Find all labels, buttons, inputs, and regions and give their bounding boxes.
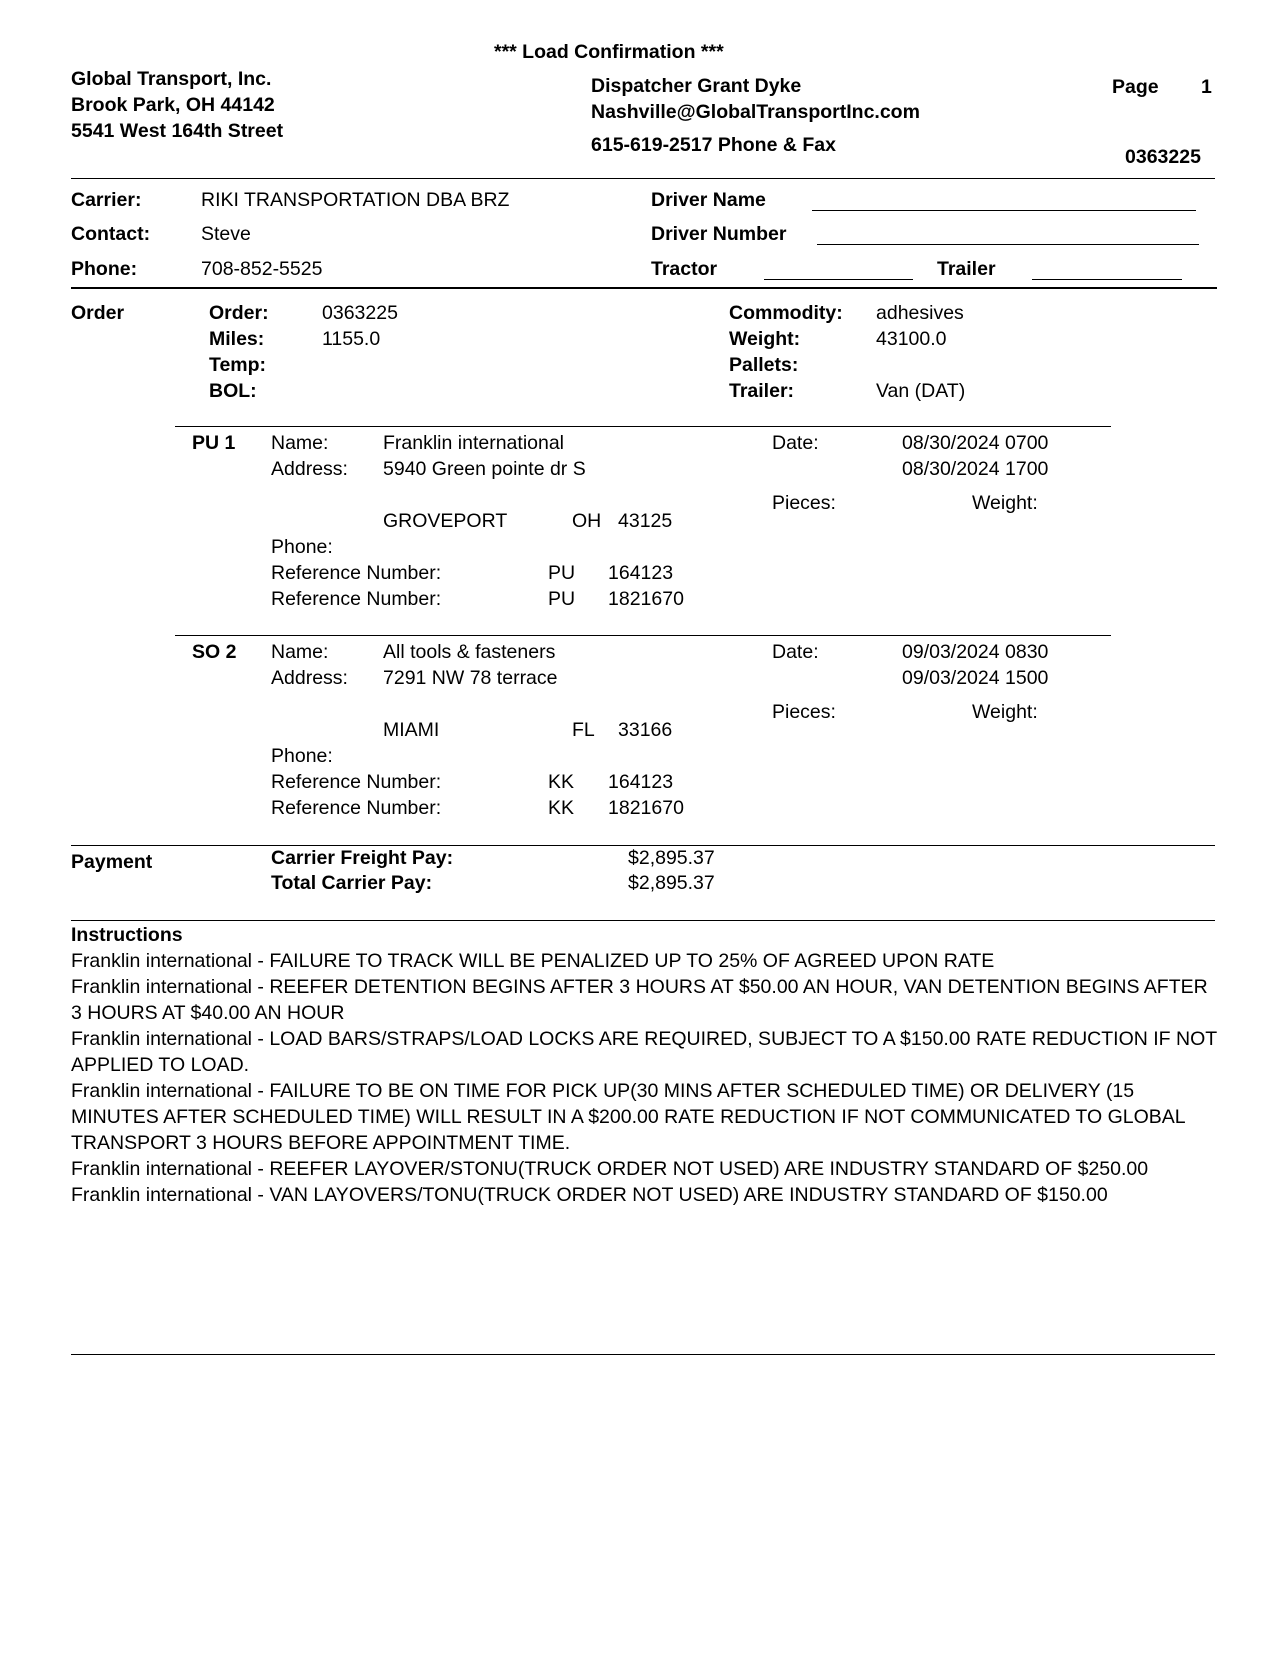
stop-city: GROVEPORT bbox=[383, 510, 508, 532]
stop-address-label: Address: bbox=[271, 667, 348, 689]
stop-code: SO 2 bbox=[192, 641, 237, 663]
stop-state: FL bbox=[572, 719, 595, 741]
trailer-label: Trailer bbox=[937, 258, 996, 280]
carrier-divider bbox=[71, 287, 1217, 289]
stop-pieces-label: Pieces: bbox=[772, 492, 836, 514]
weight-value: 43100.0 bbox=[876, 328, 947, 350]
stop-date-start: 09/03/2024 0830 bbox=[902, 641, 1049, 663]
dispatcher-email: Nashville@GlobalTransportInc.com bbox=[591, 101, 920, 123]
instructions-divider bbox=[71, 920, 1215, 921]
driver-name-blank bbox=[812, 210, 1196, 211]
stop-address: 7291 NW 78 terrace bbox=[383, 667, 558, 689]
reference-value: 1821670 bbox=[608, 588, 684, 610]
instruction-item: Franklin international - FAILURE TO TRACK WILL BE PENALIZED UP TO 25% OF AGREED UPON RATE bbox=[71, 950, 995, 972]
instructions-heading: Instructions bbox=[71, 924, 183, 946]
stop-divider bbox=[175, 426, 1111, 427]
reference-value: 164123 bbox=[608, 771, 674, 793]
company-name: Global Transport, Inc. bbox=[71, 68, 272, 90]
stop-name-label: Name: bbox=[271, 641, 329, 663]
trailer-blank bbox=[1032, 279, 1182, 280]
order-trailer-value: Van (DAT) bbox=[876, 380, 966, 402]
freight-pay-value: $2,895.37 bbox=[628, 847, 715, 869]
tractor-blank bbox=[764, 279, 913, 280]
instruction-item: Franklin international - REEFER LAYOVER/STONU(TRUCK ORDER NOT USED) ARE INDUSTRY STANDARD OF $250.00 bbox=[71, 1158, 1149, 1180]
order-label: Order: bbox=[209, 302, 269, 324]
stop-date-end: 09/03/2024 1500 bbox=[902, 667, 1049, 689]
stop-name: Franklin international bbox=[383, 432, 565, 454]
document-title: *** Load Confirmation *** bbox=[494, 41, 724, 63]
miles-label: Miles: bbox=[209, 328, 265, 350]
driver-number-label: Driver Number bbox=[651, 223, 787, 245]
payment-section-label: Payment bbox=[71, 851, 153, 873]
reference-type: PU bbox=[548, 562, 576, 584]
stop-zip: 43125 bbox=[618, 510, 673, 532]
reference-value: 1821670 bbox=[608, 797, 684, 819]
stop-city: MIAMI bbox=[383, 719, 440, 741]
stop-weight-label: Weight: bbox=[972, 701, 1038, 723]
company-street: 5541 West 164th Street bbox=[71, 120, 284, 142]
stop-pieces-label: Pieces: bbox=[772, 701, 836, 723]
contact-value: Steve bbox=[201, 223, 251, 245]
reference-label: Reference Number: bbox=[271, 562, 442, 584]
driver-number-blank bbox=[817, 244, 1199, 245]
carrier-label: Carrier: bbox=[71, 189, 142, 211]
dispatcher-name: Dispatcher Grant Dyke bbox=[591, 75, 802, 97]
company-city: Brook Park, OH 44142 bbox=[71, 94, 275, 116]
stop-date-label: Date: bbox=[772, 641, 819, 663]
temp-label: Temp: bbox=[209, 354, 267, 376]
stop-address-label: Address: bbox=[271, 458, 348, 480]
total-pay-label: Total Carrier Pay: bbox=[271, 872, 433, 894]
stop-divider bbox=[175, 635, 1111, 636]
load-number: 0363225 bbox=[1125, 146, 1201, 168]
total-pay-value: $2,895.37 bbox=[628, 872, 715, 894]
stop-phone-label: Phone: bbox=[271, 536, 333, 558]
stop-zip: 33166 bbox=[618, 719, 673, 741]
phone-label: Phone: bbox=[71, 258, 138, 280]
reference-label: Reference Number: bbox=[271, 771, 442, 793]
stop-weight-label: Weight: bbox=[972, 492, 1038, 514]
reference-value: 164123 bbox=[608, 562, 674, 584]
reference-type: KK bbox=[548, 771, 575, 793]
contact-label: Contact: bbox=[71, 223, 151, 245]
pallets-label: Pallets: bbox=[729, 354, 799, 376]
instruction-item: Franklin international - REEFER DETENTION BEGINS AFTER 3 HOURS AT $50.00 AN HOUR, VAN DETENTION BEGINS AFTER 3 HOURS AT $40.00 AN HOUR bbox=[71, 976, 1208, 1024]
instruction-item: Franklin international - LOAD BARS/STRAPS/LOAD LOCKS ARE REQUIRED, SUBJECT TO A $150.00 RATE REDUCTION IF NOT APPLIED TO LOAD. bbox=[71, 1028, 1217, 1076]
commodity-value: adhesives bbox=[876, 302, 964, 324]
header-divider bbox=[71, 178, 1215, 179]
miles-value: 1155.0 bbox=[322, 328, 381, 350]
reference-type: KK bbox=[548, 797, 575, 819]
freight-pay-label: Carrier Freight Pay: bbox=[271, 847, 454, 869]
order-section-label: Order bbox=[71, 302, 125, 324]
stop-address: 5940 Green pointe dr S bbox=[383, 458, 586, 480]
driver-name-label: Driver Name bbox=[651, 189, 766, 211]
instruction-item: Franklin international - VAN LAYOVERS/TONU(TRUCK ORDER NOT USED) ARE INDUSTRY STANDARD OF $150.00 bbox=[71, 1184, 1108, 1206]
stop-name: All tools & fasteners bbox=[383, 641, 556, 663]
commodity-label: Commodity: bbox=[729, 302, 843, 324]
tractor-label: Tractor bbox=[651, 258, 718, 280]
reference-label: Reference Number: bbox=[271, 588, 442, 610]
page-label: Page bbox=[1112, 76, 1159, 98]
dispatcher-phone: 615-619-2517 Phone & Fax bbox=[591, 134, 836, 156]
carrier-value: RIKI TRANSPORTATION DBA BRZ bbox=[201, 189, 510, 211]
stop-code: PU 1 bbox=[192, 432, 236, 454]
instruction-item: Franklin international - FAILURE TO BE ON TIME FOR PICK UP(30 MINS AFTER SCHEDULED TIME) OR DELIVERY (15 MINUTES AFTER SCHEDULED TIME) WILL RESULT IN A $200.00 RATE REDUCTION IF NOT COMMUNICATED TO GLOBAL TRANSPORT 3 HOURS BEFORE APPOINTMENT TIME. bbox=[71, 1080, 1185, 1154]
stop-date-end: 08/30/2024 1700 bbox=[902, 458, 1049, 480]
footer-divider bbox=[71, 1354, 1215, 1355]
payment-divider bbox=[71, 845, 1215, 846]
reference-type: PU bbox=[548, 588, 576, 610]
order-trailer-label: Trailer: bbox=[729, 380, 795, 402]
stop-name-label: Name: bbox=[271, 432, 329, 454]
stop-state: OH bbox=[572, 510, 602, 532]
instructions-block bbox=[71, 922, 1221, 1208]
order-value: 0363225 bbox=[322, 302, 398, 324]
reference-label: Reference Number: bbox=[271, 797, 442, 819]
bol-label: BOL: bbox=[209, 380, 257, 402]
stop-date-start: 08/30/2024 0700 bbox=[902, 432, 1049, 454]
weight-label: Weight: bbox=[729, 328, 801, 350]
page-number: 1 bbox=[1201, 76, 1212, 98]
phone-value: 708-852-5525 bbox=[201, 258, 323, 280]
stop-date-label: Date: bbox=[772, 432, 819, 454]
stop-phone-label: Phone: bbox=[271, 745, 333, 767]
